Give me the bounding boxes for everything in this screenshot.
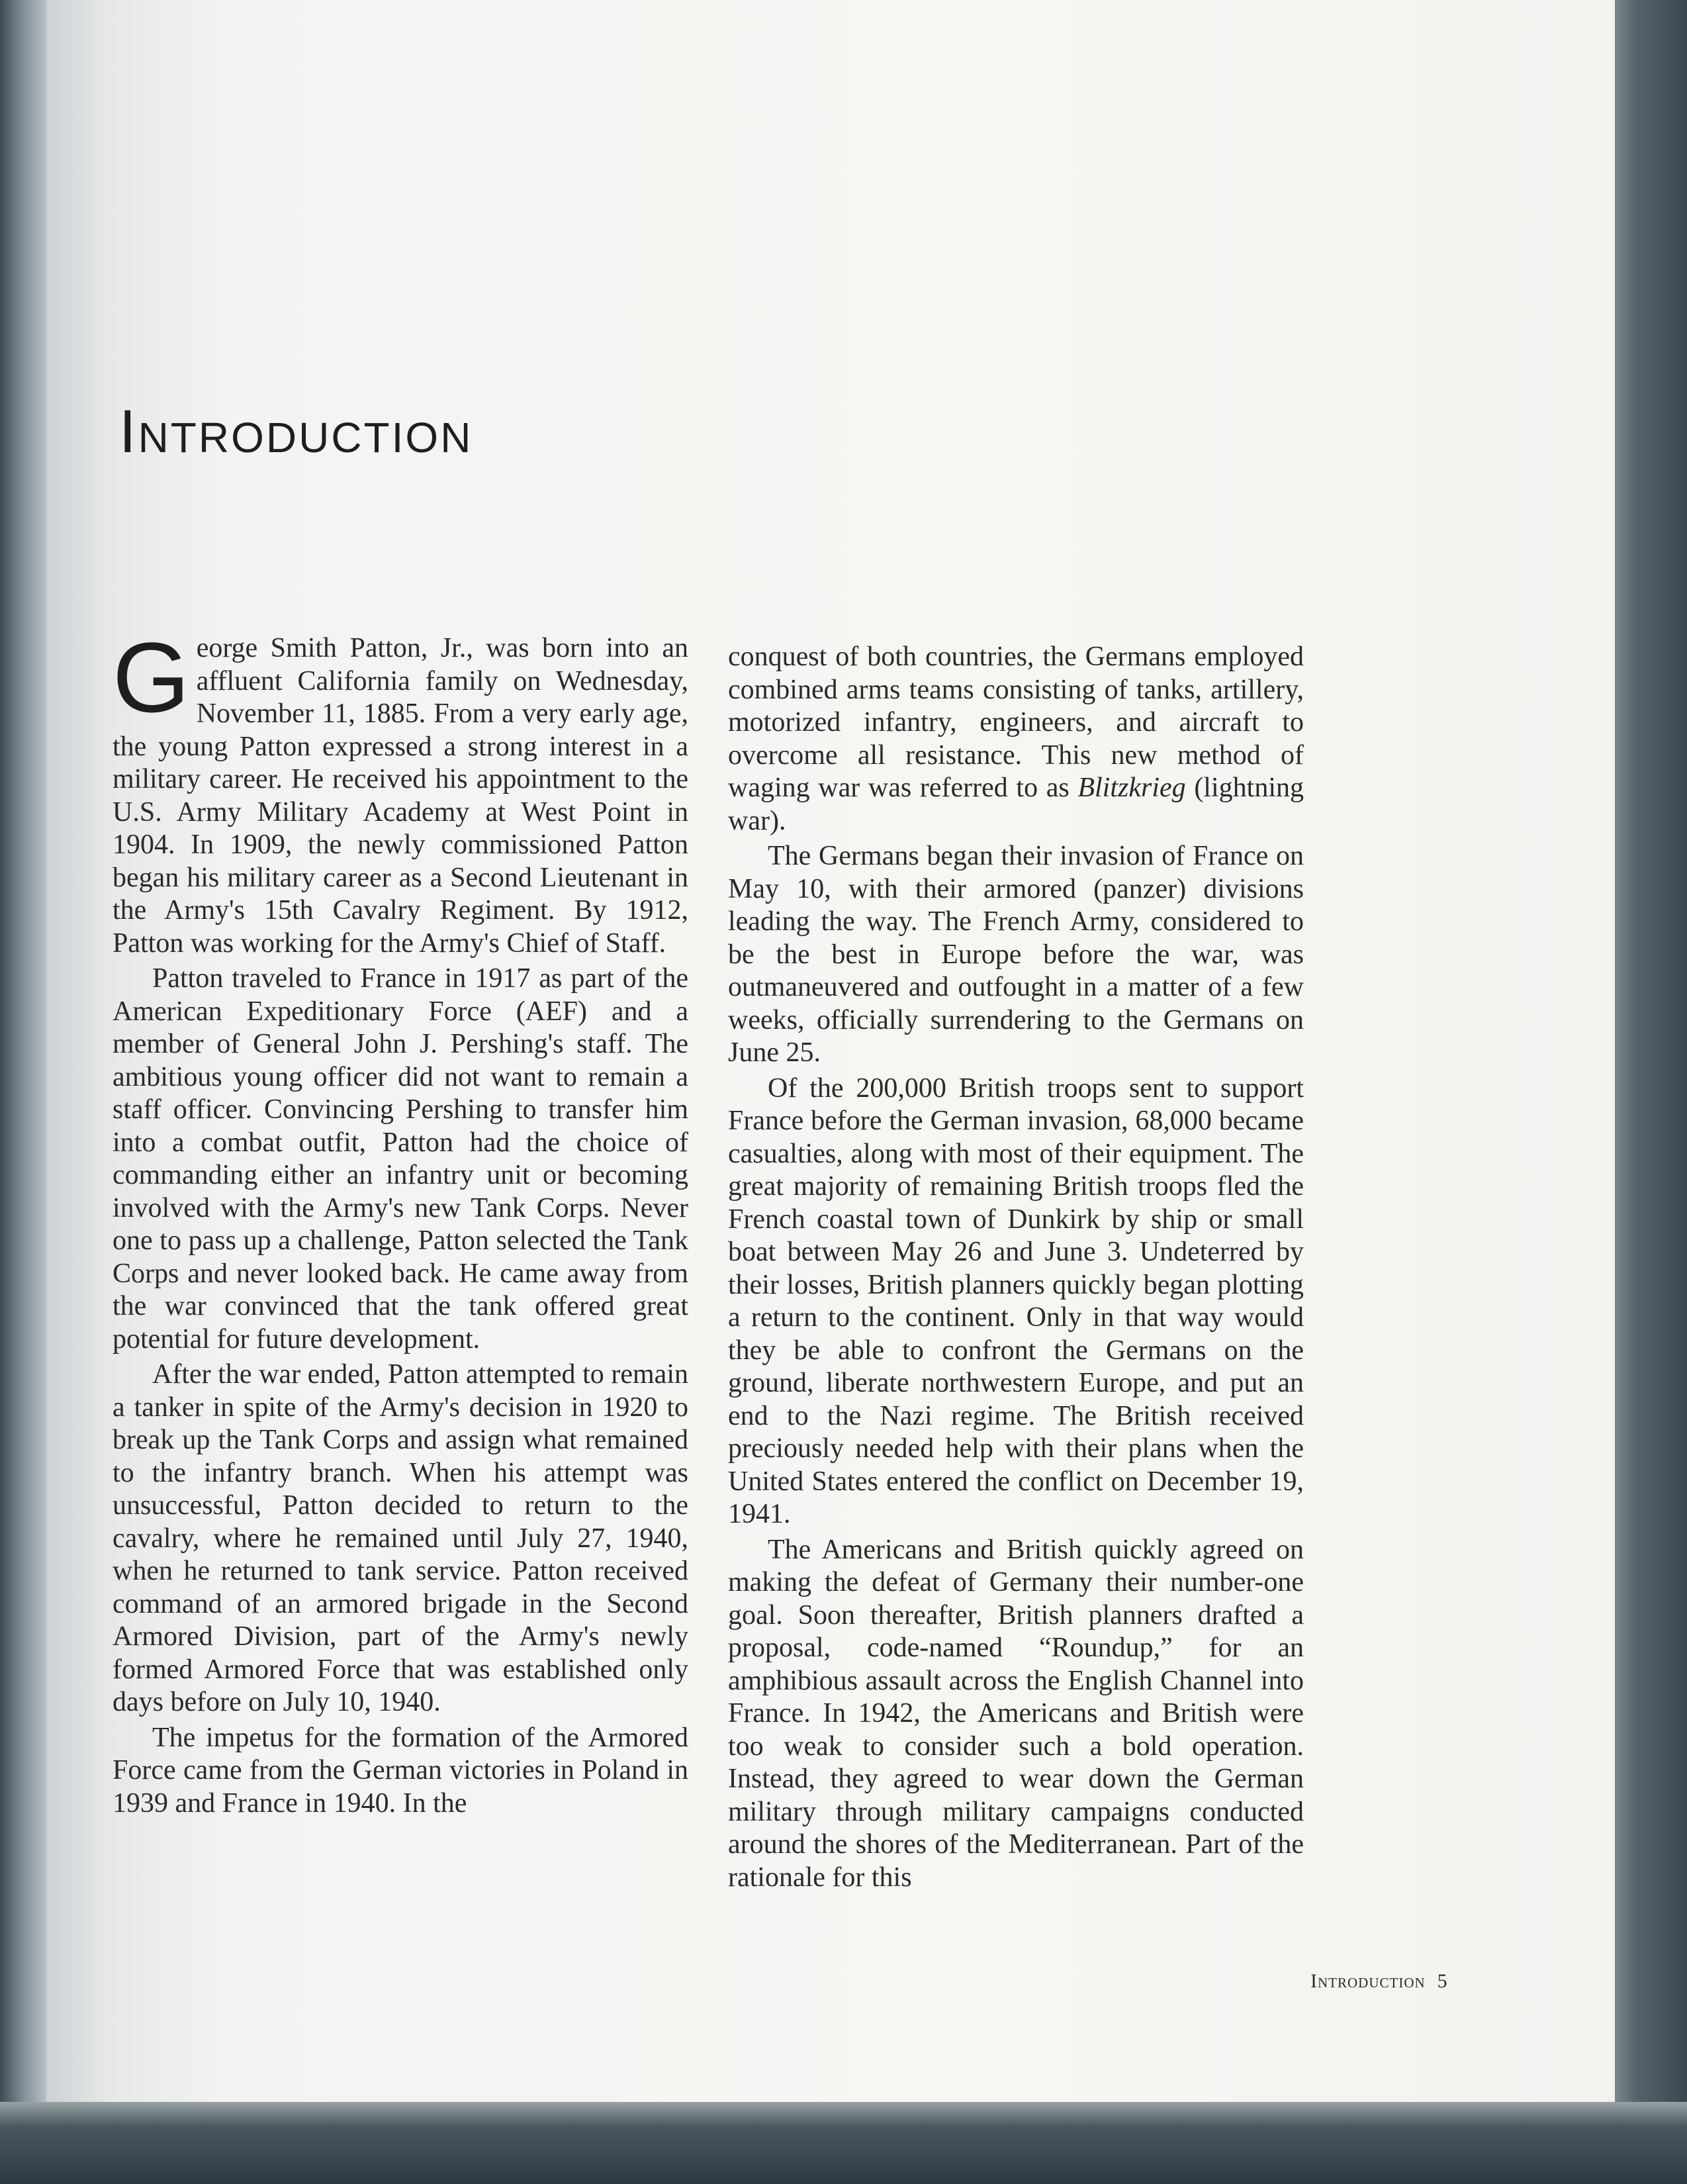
paragraph bbox=[728, 641, 1304, 837]
paragraph: The Germans began their invasion of France on May 10, with their armored (panzer) divisions leading the way. The French Army, considered to be the best in Europe before the war, was outmaneuvered and outfought in a matter of a few weeks, officially surrendering to the Germans on June 25. bbox=[728, 841, 1304, 1068]
left-text-column bbox=[113, 622, 688, 1820]
book-spine-shadow bbox=[0, 0, 53, 2184]
right-text-column bbox=[728, 641, 1304, 1894]
paragraph-text: eorge Smith Patton, Jr., was born into an affluent California family on Wednesday, November 11, 1885. From a very early age, the young Patton expressed a strong interest in a military career. He received his appointment to the U.S. Army Military Academy at West Point in 1904. In 1909, the newly commissioned Patton began his military career as a Second Lieutenant in the Army's 15th Cavalry Regiment. By 1912, Patton was working for the Army's Chief of Staff. bbox=[113, 633, 688, 959]
running-footer bbox=[1310, 1970, 1448, 1993]
drop-cap: G bbox=[113, 622, 190, 733]
paragraph: Of the 200,000 British troops sent to support France before the German invasion, 68,000 became casualties, along with most of their equipment. The great majority of remaining British troops fled the French coastal town of Dunkirk by ship or small boat between May 26 and June 3. Undeterred by their losses, British planners quickly began plotting a return to the continent. Only in that way would they be able to confront the Germans on the ground, liberate northwestern Europe, and put an end to the Nazi regime. The British received preciously needed help with their plans when the United States entered the conflict on December 19, 1941. bbox=[728, 1072, 1304, 1529]
paragraph bbox=[113, 622, 688, 960]
page-edge-right bbox=[1615, 0, 1687, 2184]
paragraph: The Americans and British quickly agreed on making the defeat of Germany their number-one goal. Soon thereafter, British planners drafted a proposal, code-named “Roundup,” for an amphibious assault across the English Channel into France. In 1942, the Americans and British were too weak to consider such a bold operation. Instead, they agreed to wear down the German military through military campaigns conducted around the shores of the Mediterranean. Part of the rationale for this bbox=[728, 1534, 1304, 1893]
chapter-title-rest: NTRODUCTION bbox=[138, 414, 473, 461]
chapter-title bbox=[119, 397, 473, 467]
paragraph: Patton traveled to France in 1917 as part of the American Expeditionary Force (AEF) and a member of General John J. Pershing's staff. The ambitious young officer did not want to remain a staff officer. Convincing Pershing to transfer him into a combat outfit, Patton had the choice of commanding either an infantry unit or becoming involved with the Army's new Tank Corps. Never one to pass up a challenge, Patton selected the Tank Corps and never looked back. He came away from the war convinced that the tank offered great potential for future development. bbox=[113, 963, 688, 1354]
paragraph-text: conquest of both countries, the Germans employed combined arms teams consisting of tanks, artillery, motorized infantry, engineers, and aircraft to overcome all resistance. This new method of waging war was referred to as bbox=[728, 641, 1304, 803]
paragraph: After the war ended, Patton attempted to remain a tanker in spite of the Army's decision in 1920 to break up the Tank Corps and assign what remained to the infantry branch. When his attempt was unsuccessful, Patton decided to return to the cavalry, where he remained until July 27, 1940, when he returned to tank service. Patton received command of an armored brigade in the Second Armored Division, part of the Army's newly formed Armored Force that was established only days before on July 10, 1940. bbox=[113, 1359, 688, 1717]
paragraph-text: (lightning war). bbox=[728, 773, 1304, 836]
page-edge-bottom bbox=[0, 2102, 1687, 2184]
page-number: 5 bbox=[1437, 1970, 1448, 1992]
book-page bbox=[46, 0, 1615, 2102]
footer-section-title: Introduction bbox=[1310, 1970, 1426, 1992]
chapter-title-initial: I bbox=[119, 398, 138, 465]
paragraph: The impetus for the formation of the Armored Force came from the German victories in Poland in 1939 and France in 1940. In the bbox=[113, 1722, 688, 1819]
italic-term: Blitzkrieg bbox=[1077, 773, 1186, 803]
